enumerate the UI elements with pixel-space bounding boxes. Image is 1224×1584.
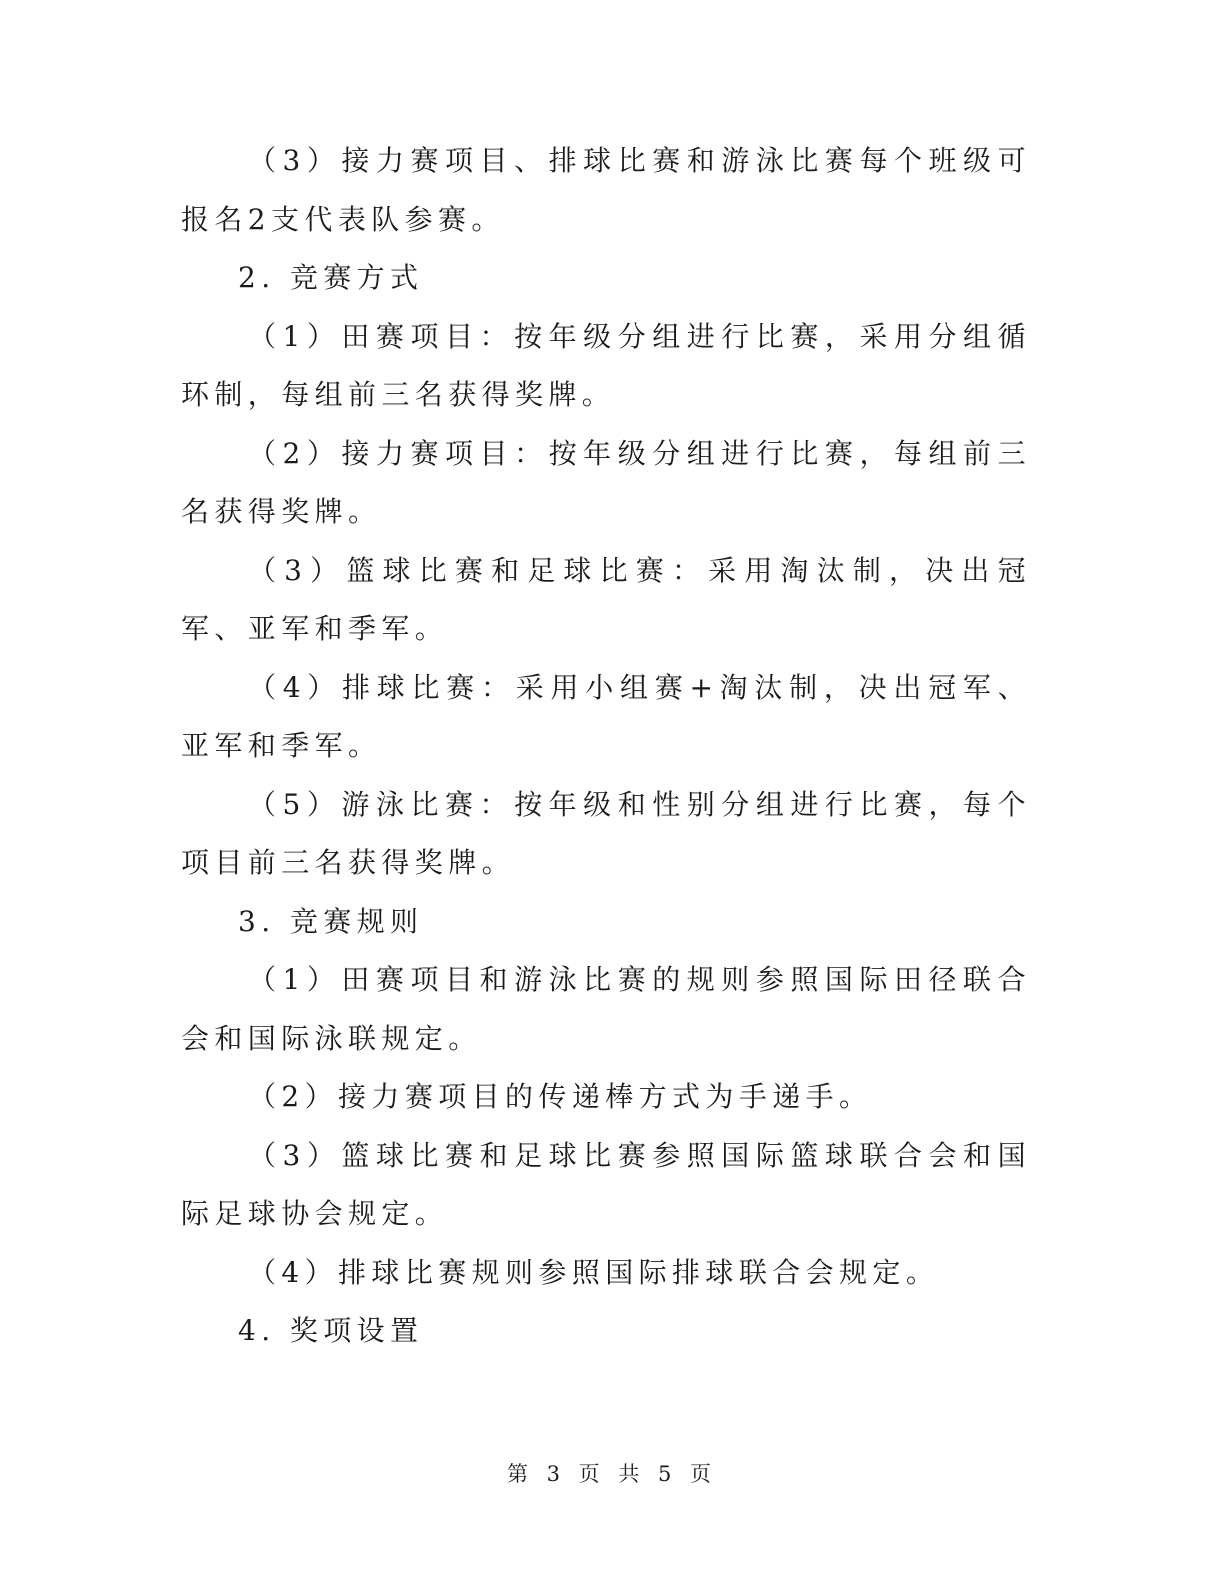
paragraph-item: （3）接力赛项目、排球比赛和游泳比赛每个班级可报名2支代表队参赛。 [181, 144, 1031, 236]
section-heading: 2. 竞赛方式 [238, 261, 424, 294]
section-heading: 3. 竞赛规则 [238, 904, 424, 938]
paragraph-item: （3）篮球比赛和足球比赛：采用淘汰制，决出冠军、亚军和季军。 [181, 553, 1031, 645]
paragraph-item: （2）接力赛项目的传递棒方式为手递手。 [248, 1080, 873, 1113]
paragraph-item: （5）游泳比赛：按年级和性别分组进行比赛，每个项目前三名获得奖牌。 [181, 787, 1031, 879]
section-heading: 4. 奖项设置 [238, 1314, 424, 1347]
paragraph-item: （1）田赛项目：按年级分组进行比赛，采用分组循环制，每组前三名获得奖牌。 [181, 319, 1031, 411]
paragraph-item: （2）接力赛项目：按年级分组进行比赛，每组前三名获得奖牌。 [181, 436, 1031, 528]
paragraph-item: （3）篮球比赛和足球比赛参照国际篮球联合会和国际足球协会规定。 [181, 1138, 1031, 1230]
page-number-footer: 第 3 页 共 5 页 [506, 1462, 718, 1486]
paragraph-item: （4）排球比赛：采用小组赛+淘汰制，决出冠军、亚军和季军。 [181, 670, 1031, 762]
paragraph-item: （4）排球比赛规则参照国际排球联合会规定。 [248, 1255, 940, 1289]
paragraph-item: （1）田赛项目和游泳比赛的规则参照国际田径联合会和国际泳联规定。 [181, 963, 1031, 1055]
document-body [181, 132, 1031, 1361]
